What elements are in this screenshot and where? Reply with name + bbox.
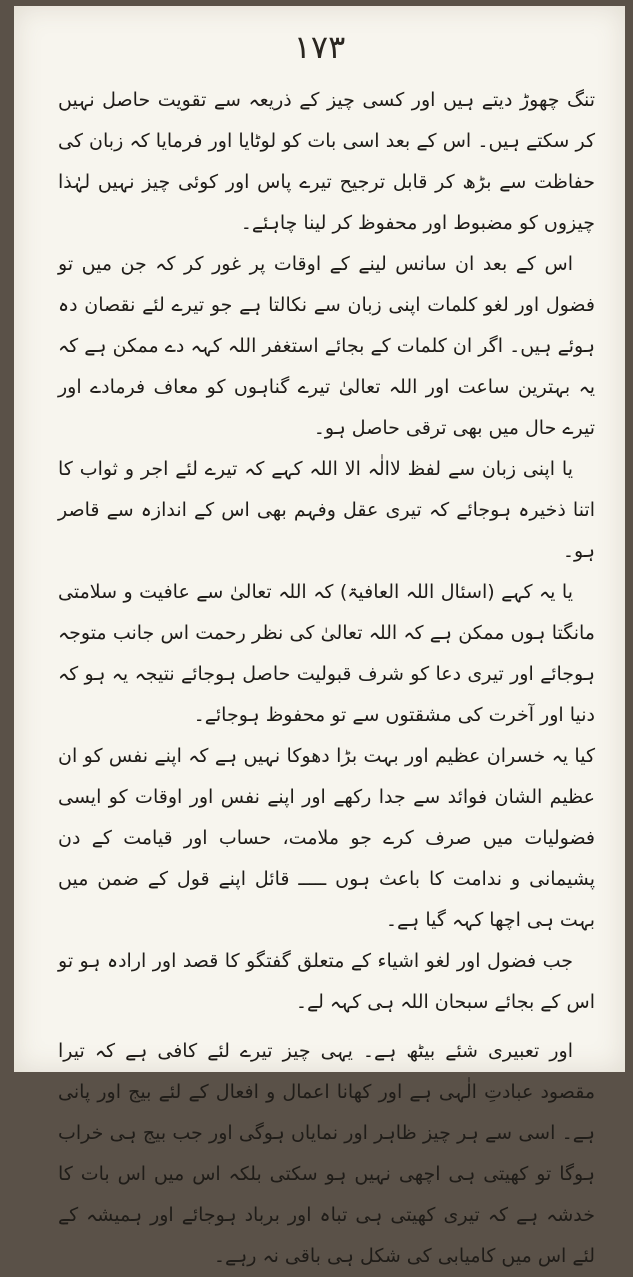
book-page bbox=[14, 6, 625, 1267]
paragraph: تنگ چھوڑ دیتے ہیں اور کسی چیز کے ذریعہ سے تقویت حاصل نہیں کر سکتے ہیں۔ اس کے بعد اسی بات کو لوٹایا اور فرمایا کہ زبان کی حفاظت سے بڑھ کر قابل ترجیح تیرے پاس اور کوئی چیز نہیں لہٰذا چیزوں کو مضبوط اور محفوظ کر لینا چاہئے۔ bbox=[58, 89, 595, 234]
page-body bbox=[58, 80, 595, 1277]
paragraph: یا یہ کہے (اسئال اللہ العافیۃ) کہ اللہ تعالیٰ سے عافیت و سلامتی مانگتا ہوں ممکن ہے کہ اللہ تعالیٰ کی نظر رحمت اس جانب متوجہ ہوجائے اور تیری دعا کو شرف قبولیت حاصل ہوجائے نتیجہ یہ ہو کہ دنیا اور آخرت کی مشقتوں سے تو محفوظ ہوجائے۔ bbox=[58, 581, 595, 726]
page-number: ۱۷۳ bbox=[293, 28, 346, 66]
paragraph: یا اپنی زبان سے لفظ لاالٰہ الا اللہ کہے کہ تیرے لئے اجر و ثواب کا اتنا ذخیرہ ہوجائے کہ تیری عقل وفہم بھی اس کے اندازہ سے قاصر ہو۔ bbox=[58, 458, 595, 562]
paragraph: جب فضول اور لغو اشیاء کے متعلق گفتگو کا قصد اور ارادہ ہو تو اس کے بجائے سبحان اللہ ہی کہہ لے۔ bbox=[58, 950, 595, 1013]
paragraph: اور تعبیری شئے بیٹھ ہے۔ یہی چیز تیرے لئے کافی ہے کہ تیرا مقصود عبادتِ الٰہی ہے اور کھانا اعمال و افعال کے لئے بیج اور پانی ہے۔ اسی سے ہر چیز ظاہر اور نمایاں ہوگی اور جب بیج ہی خراب ہوگا تو کھیتی ہی اچھی نہیں ہو سکتی بلکہ اس میں اس بات کا خدشہ ہے کہ تیری کھیتی ہی تباہ اور برباد ہوجائے اور ہمیشہ کے لئے اس میں کامیابی کی شکل ہی باقی نہ رہے۔ bbox=[58, 1040, 595, 1267]
paragraph: کیا یہ خسران عظیم اور بہت بڑا دھوکا نہیں ہے کہ اپنے نفس کو ان عظیم الشان فوائد سے جدا رکھے اور اپنے نفس اور اوقات کو ایسی فضولیات میں صرف کرے جو ملامت، حساب اور قیامت کے دن پشیمانی و ندامت کا باعث ہوں ـــــ قائل اپنے قول کے ضمن میں بہت ہی اچھا کہہ گیا ہے۔ bbox=[58, 745, 595, 931]
paragraph: اس کے بعد ان سانس لینے کے اوقات پر غور کر کہ جن میں تو فضول اور لغو کلمات اپنی زبان سے نکالتا ہے جو تیرے لئے نقصان دہ ہوئے ہیں۔ اگر ان کلمات کے بجائے استغفر اللہ کہہ دے ممکن ہے کہ یہ بہترین ساعت اور اللہ تعالیٰ تیرے گناہوں کو معاف فرمادے اور تیرے حال میں بھی ترقی حاصل ہو۔ bbox=[58, 253, 595, 439]
